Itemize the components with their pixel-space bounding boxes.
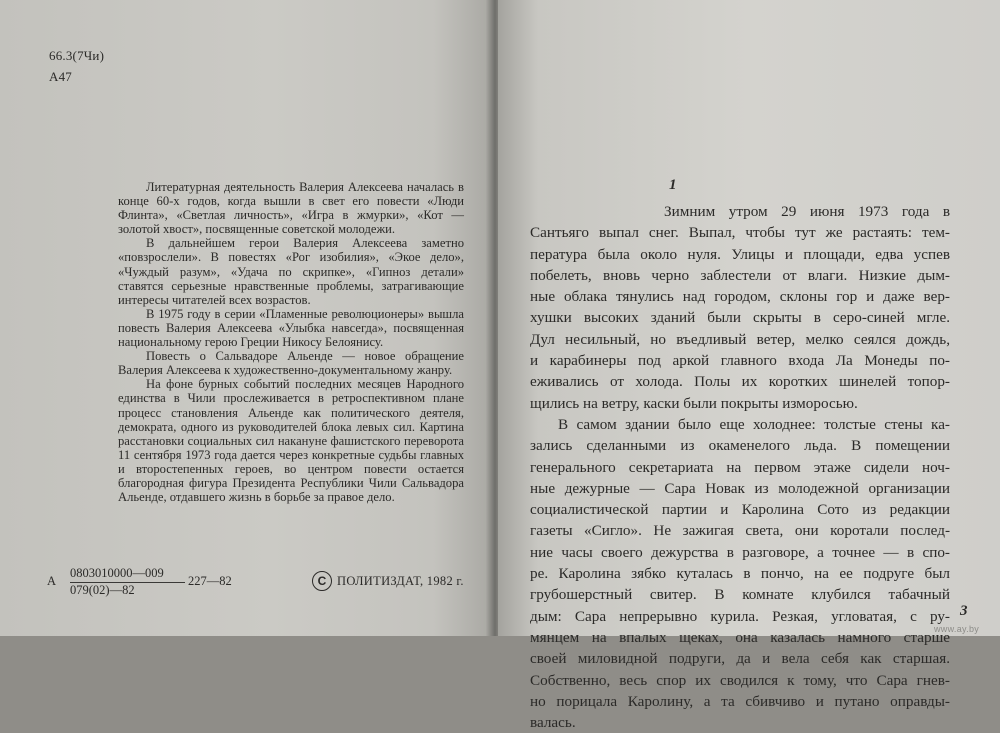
text-line: побелеть, вновь черно заблестели от влаги. Низкие дым- [530, 266, 950, 284]
publisher-name: ПОЛИТИЗДАТ, 1982 г. [337, 574, 464, 588]
site-watermark: www.ay.by [934, 624, 980, 634]
chapter-body-text [530, 201, 950, 733]
annotation-paragraph: В 1975 году в серии «Пламенные революционеры» вышла повесть Валерия Алексеева «Улыбка навсегда», посвященная национальному герою Греции Никосу Белоянису. [118, 306, 464, 350]
text-line: В самом здании было еще холоднее: толстые стены ка- [558, 415, 950, 433]
text-line: пература была около нуля. Улицы и площади, едва успев [530, 245, 950, 263]
text-line: но порицала Каролину, а та сбивчиво и путано оправды- [530, 692, 950, 710]
annotation-text [118, 180, 464, 504]
imprint-numerator: 0803010000—009 [70, 566, 164, 580]
text-line: щились на ветру, каски были покрыты изморосью. [530, 394, 858, 412]
annotation-paragraph: На фоне бурных событий последних месяцев Народного единства в Чили прослеживается в ретроспективном плане процесс становления Альенде как политического деятеля, демократа, одного из руководителей блока левых сил. Картина расстановки социальных сил накануне фашистского переворота 11 сентября 1973 года дается через конкретные судьбы главных и второстепенных героев, во центром повести остается благородная фигура Президента Республики Чили Сальвадора Альенде, отдавшего жизнь в борьбе за правое дело. [118, 377, 464, 505]
text-line: своей миловидной подруги, да и вела себя как старшая. [530, 650, 950, 668]
text-line: валась. [530, 714, 576, 732]
left-page [0, 0, 492, 636]
text-line: ные дежурные — Сара Новак из молодежной организации [530, 479, 950, 497]
library-code-bbk: 66.3(7Чи) [49, 48, 105, 63]
annotation-paragraph: В дальнейшем герои Валерия Алексеева заметно «повзрослели». В повестях «Рог изобилия», «Экое дело», «Чуждый разум», «Удача по скрипке», «Гипноз детали» ставятся серьезные нравственные проблемы, затрагивающие интересы читателей всех возрастов. [118, 236, 464, 307]
text-line: и карабинеры под аркой главного входа Ла Монеды по- [530, 352, 950, 370]
text-line: хушки высоких зданий были скрыты в серо-синей мгле. [530, 309, 950, 327]
text-line: зались сделанными из окаменелого льда. В помещении [530, 437, 950, 455]
text-line: ние часы своего дежурства в разговоре, а точнее — в спо- [530, 543, 950, 561]
annotation-paragraph: Литературная деятельность Валерия Алексеева началась в конце 60-х годов, когда вышли в свет его повести «Люди Флинта», «Светлая личность», «Игра в жмурки», «Кот — золотой хвост», посвященные советской молодежи. [118, 180, 464, 237]
text-line: дым: Сара непрерывно курила. Резкая, угловатая, с ру- [530, 607, 950, 625]
text-line: ре. Каролина зябко куталась в пончо, на ее подруге был [530, 565, 950, 583]
right-page [498, 0, 1000, 732]
text-line: Сантьяго выпал снег. Выпал, чтобы тут же растаять: тем- [530, 224, 950, 242]
copyright-icon: C [312, 571, 332, 591]
imprint-code: 227—82 [188, 574, 232, 588]
text-line: еживались от холода. Полы их коротких шинелей топор- [530, 373, 950, 391]
text-line: Собственно, весь спор их сводился к тому, что Сара гнев- [530, 671, 950, 689]
text-line: ные облака тянулись над городом, склоны гор и даже вер- [530, 288, 950, 306]
text-line: социалистической партии и Каролина Сото из редакции [530, 501, 950, 519]
annotation-paragraph: Повесть о Сальвадоре Альенде — новое обращение Валерия Алексеева к художественно-документальному жанру. [118, 349, 464, 378]
text-line: грубошерстный свитер. В комнате клубился табачный [530, 586, 950, 604]
text-line: Дул несильный, но въедливый ветер, мелко сеялся дождь, [530, 330, 950, 348]
imprint-denominator: 079(02)—82 [70, 583, 135, 597]
library-code-author: А47 [49, 69, 72, 84]
page-number: 3 [960, 603, 968, 619]
imprint-letter: А [47, 574, 57, 588]
publication-imprint [47, 566, 477, 602]
chapter-number: 1 [669, 177, 677, 193]
text-line: генерального секретариата на первом этаже сидели ноч- [530, 458, 950, 476]
text-line: газеты «Сигло». Не зажигая света, они коротали послед- [530, 522, 950, 540]
text-line: Зимним утром 29 июня 1973 года в [664, 203, 950, 220]
text-line: мянцем на впалых щеках, она казалась намного старше [530, 628, 950, 646]
